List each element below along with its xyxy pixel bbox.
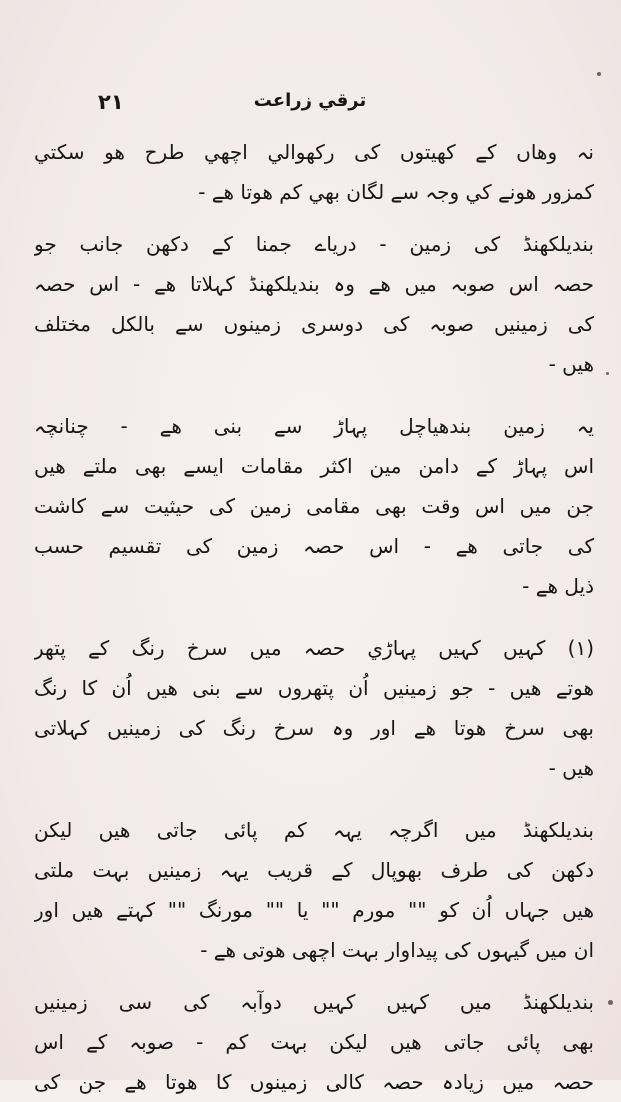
text-line: حصہ اس صوبہ میں هے وہ بندیلکھنڈ کہلاتا هے - اس حصہ [34,272,594,296]
text-line: دکھن کی طرف بھوپال کے قریب یہہ زمینیں بہت ملتی [34,858,594,882]
paragraph [34,406,594,606]
paragraph [34,224,594,384]
text-line: اس پہاڑ کے دامن مین اکثر مقامات ایسے بھی ملتے هیں [34,454,594,478]
text-line: کی زمینیں صوبہ کی دوسری زمینوں سے بالکل مختلف [34,312,594,336]
text-line: ان میں گیہوں کی پیداوار بہت اچھی هوتی هے - [200,938,594,962]
text-line: بھی پائی جاتی هیں لیکن بہت کم - صوبہ کے اس [34,1030,594,1054]
paragraph [34,628,594,788]
paragraph [34,982,594,1102]
text-line: ذیل هے - [522,574,594,598]
paragraph [34,810,594,970]
text-line: هوتے هیں - جو زمینیں اُن پتھروں سے بنی هیں اُن کا رنگ [34,676,594,700]
paper-speck [606,372,609,375]
paper-speck [608,1000,613,1005]
text-line: کمزور هونے کي وجہ سے لگان بھي کم هوتا هے - [198,180,594,204]
text-line: بندیلکھنڈ کی زمین - دریاے جمنا کے دکھن جانب جو [34,232,594,256]
paper-speck [597,72,601,76]
paragraph [34,132,594,212]
text-line: جن میں اس وقت بھی مقامی زمین کی حیثیت سے کاشت [34,494,594,518]
text-line: کی جاتی هے - اس حصہ زمین کی تقسیم حسب [34,534,594,558]
text-line: بھی سرخ هوتا هے اور وہ سرخ رنگ کی زمینیں کہلاتی [34,716,594,740]
text-line: یہ زمین بندهیاچل پہاڑ سے بنی هے - چنانچہ [34,414,594,438]
body-text [34,132,594,1102]
text-line: هیں - [548,352,594,376]
text-line: نہ وهاں کے کھیتوں کی رکھوالي اچھي طرح هو سکتي [34,140,594,164]
text-line: بندیلکھنڈ میں اگرچہ یہہ کم پائی جاتی هیں لیکن [34,818,594,842]
text-line: حصہ میں زیادہ حصہ کالی زمینوں کا هوتا هے جن کی [34,1070,594,1094]
text-line: بندیلکھنڈ میں کہیں کہیں دوآبہ کی سی زمینیں [34,990,594,1014]
page-header [60,90,560,120]
running-title: ترقي زراعت [253,90,367,111]
text-line: هیں جہاں اُن کو "" مورم "" یا "" مورنگ "" کہتے هیں اور [34,898,594,922]
page-number: ۲۱ [98,90,124,114]
text-line: (۱) کہیں کہیں پہاڑي حصہ میں سرخ رنگ کے پتھر [34,636,594,660]
text-line: هیں - [548,756,594,780]
